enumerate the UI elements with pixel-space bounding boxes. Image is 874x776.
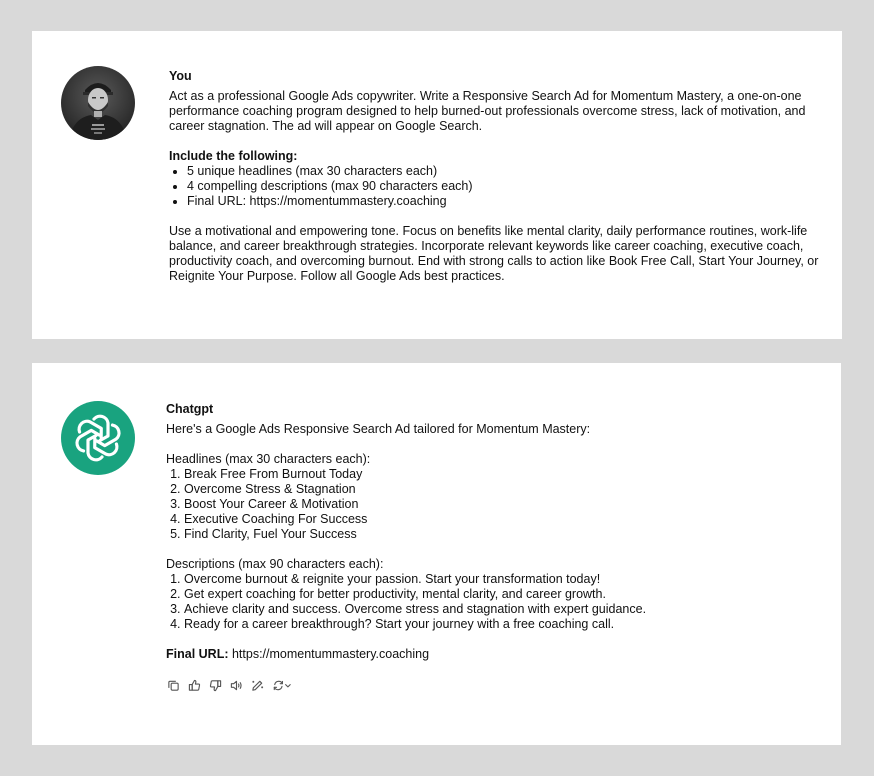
descriptions-heading: Descriptions (max 90 characters each): (166, 557, 384, 571)
description-item: 3. Achieve clarity and success. Overcome stress and stagnation with expert guidance. (184, 602, 816, 617)
regenerate-icon (272, 679, 292, 692)
headlines-list (166, 467, 816, 542)
read-aloud-button[interactable] (229, 678, 244, 693)
assistant-intro-text: Here's a Google Ads Responsive Search Ad tailored for Momentum Mastery: (166, 422, 591, 436)
description-item: 2. Get expert coaching for better productivity, mental clarity, and career growth. (184, 587, 816, 602)
edit-icon (251, 679, 264, 692)
user-photo-icon (61, 66, 135, 140)
thumbs-down-icon (209, 679, 222, 692)
final-url-line (166, 647, 816, 662)
final-url-value: https://momentummastery.coaching (228, 647, 430, 661)
description-item: 1. Overcome burnout & reignite your passion. Start your transformation today! (184, 572, 816, 587)
descriptions-list (166, 572, 816, 632)
headline-item: 3. Boost Your Career & Motivation (184, 497, 816, 512)
user-intro-text: Act as a professional Google Ads copywriter. Write a Responsive Search Ad for Momentum Mastery, a one-on-one performance coaching program designed to help burned-out professionals overcome stress, lack of motivation, and career stagnation. The ad will appear on Google Search. (169, 89, 806, 133)
openai-logo-icon (61, 401, 135, 475)
thumbs-up-icon (188, 679, 201, 692)
final-url-label: Final URL: (166, 647, 229, 661)
message-actions (166, 678, 816, 693)
edit-button[interactable] (250, 678, 265, 693)
user-message-card (32, 31, 842, 339)
assistant-message-content (166, 402, 816, 693)
headline-item: 1. Break Free From Burnout Today (184, 467, 816, 482)
include-item: • 4 compelling descriptions (max 90 characters each) (187, 179, 819, 194)
copy-icon (167, 679, 180, 692)
headline-item: 4. Executive Coaching For Success (184, 512, 816, 527)
bad-response-button[interactable] (208, 678, 223, 693)
include-item: • Final URL: https://momentummastery.coaching (187, 194, 819, 209)
headline-item: 5. Find Clarity, Fuel Your Success (184, 527, 816, 542)
include-item: • 5 unique headlines (max 30 characters each) (187, 164, 819, 179)
regenerate-button[interactable] (271, 678, 293, 693)
good-response-button[interactable] (187, 678, 202, 693)
copy-button[interactable] (166, 678, 181, 693)
assistant-avatar (61, 401, 135, 475)
user-avatar (61, 66, 135, 140)
headline-item: 2. Overcome Stress & Stagnation (184, 482, 816, 497)
chevron-down-icon (286, 685, 291, 687)
assistant-message-card (32, 363, 841, 745)
user-speaker-name: You (169, 69, 192, 83)
user-message-content (169, 69, 819, 284)
read-aloud-icon (230, 679, 243, 692)
user-closing-text: Use a motivational and empowering tone. Focus on benefits like mental clarity, daily performance routines, work-life balance, and career breakthrough strategies. Incorporate relevant keywords like career coaching, executive coach, productivity coach, and overcoming burnout. End with strong calls to action like Book Free Call, Start Your Journey, or Reignite Your Purpose. Follow all Google Ads best practices. (169, 224, 819, 283)
include-list (169, 164, 819, 209)
description-item: 4. Ready for a career breakthrough? Start your journey with a free coaching call. (184, 617, 816, 632)
headlines-heading: Headlines (max 30 characters each): (166, 452, 371, 466)
assistant-speaker-name: Chatgpt (166, 402, 214, 416)
include-heading: Include the following: (169, 149, 298, 163)
